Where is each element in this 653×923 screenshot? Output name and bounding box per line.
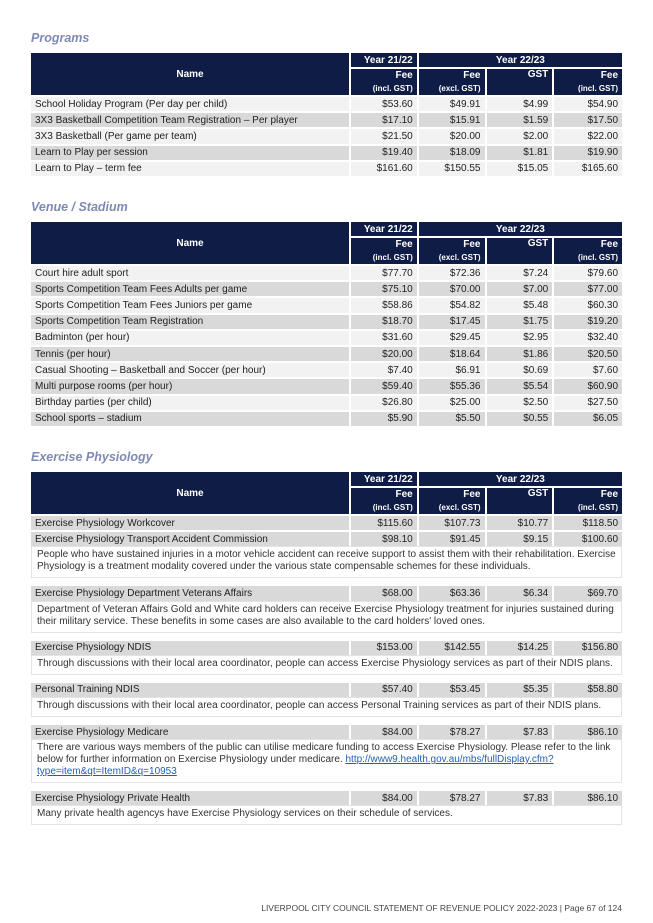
fee-22-23-excl: $78.27 [419,723,487,739]
fee-22-23-incl: $77.00 [554,280,622,296]
table-row [31,410,622,426]
fee-22-23-excl: $18.64 [419,345,487,361]
gst-22-23: $7.83 [487,789,555,805]
programs-table [31,53,622,176]
note-row [31,546,622,578]
fee-21-22-incl: $17.10 [351,111,419,127]
page-footer: LIVERPOOL CITY COUNCIL STATEMENT OF REVENUE POLICY 2022-2023 | Page 67 of 124 [261,903,622,913]
gst-22-23: $0.55 [487,410,555,426]
fee-21-22-incl: $161.60 [351,160,419,176]
header-gst: GST [487,488,555,514]
fee-22-23-incl: $100.60 [554,530,622,546]
fee-21-22-incl: $19.40 [351,144,419,160]
row-name: Birthday parties (per child) [31,394,351,410]
header-fee: Fee [419,488,487,501]
fee-21-22-incl: $84.00 [351,789,419,805]
fee-21-22-incl: $77.70 [351,264,419,280]
row-name: Sports Competition Team Fees Juniors per game [31,296,351,312]
fee-22-23-excl: $49.91 [419,95,487,111]
fee-22-23-incl: $19.20 [554,313,622,329]
header-gst: GST [487,238,555,264]
fee-22-23-incl: $69.70 [554,584,622,600]
table-row [31,127,622,143]
fee-21-22-incl: $98.10 [351,530,419,546]
fee-22-23-incl: $60.30 [554,296,622,312]
fee-22-23-excl: $6.91 [419,361,487,377]
fee-21-22-incl: $153.00 [351,639,419,655]
header-name: Name [31,222,351,264]
table-row [31,584,622,600]
gst-22-23: $1.75 [487,313,555,329]
header-name: Name [31,472,351,514]
row-name: Tennis (per hour) [31,345,351,361]
row-name: Exercise Physiology NDIS [31,639,351,655]
table-row [31,144,622,160]
header-incl-gst: (incl. GST) [351,251,419,264]
note-text [31,739,622,783]
table-header [31,53,622,95]
row-name: School sports – stadium [31,410,351,426]
row-name: 3X3 Basketball Competition Team Registration – Per player [31,111,351,127]
fee-22-23-incl: $86.10 [554,789,622,805]
header-excl-gst: (excl. GST) [419,82,487,95]
table-row [31,681,622,697]
note-row [31,805,622,825]
header-incl-gst: (incl. GST) [351,501,419,514]
gst-22-23: $7.00 [487,280,555,296]
header-excl-gst: (excl. GST) [419,501,487,514]
header-incl-gst: (incl. GST) [554,501,622,514]
table-row [31,639,622,655]
fee-21-22-incl: $7.40 [351,361,419,377]
table-row [31,160,622,176]
fee-21-22-incl: $21.50 [351,127,419,143]
row-name: Personal Training NDIS [31,681,351,697]
row-name: Exercise Physiology Transport Accident Commission [31,530,351,546]
table-row [31,296,622,312]
header-fee: Fee [554,488,622,501]
table-row [31,345,622,361]
gst-22-23: $5.48 [487,296,555,312]
fee-22-23-excl: $142.55 [419,639,487,655]
gst-22-23: $5.54 [487,377,555,393]
header-gst: GST [487,69,555,95]
fee-21-22-incl: $75.10 [351,280,419,296]
header-fee: Fee [351,488,419,501]
header-year-21-22: Year 21/22 [351,222,419,238]
note-body: People who have sustained injuries in a motor vehicle accident can receive support to assist them with their rehabilitation. Exercise Physiology is a treatment modality covered under the various state compensable schemes for these individuals. [37,549,616,573]
fee-22-23-excl: $17.45 [419,313,487,329]
gst-22-23: $7.83 [487,723,555,739]
section-title-exercise: Exercise Physiology [31,450,153,464]
note-text [31,655,622,675]
table-row [31,264,622,280]
fee-22-23-excl: $15.91 [419,111,487,127]
header-fee: Fee [554,69,622,82]
row-name: Learn to Play – term fee [31,160,351,176]
header-year-22-23: Year 22/23 [419,222,622,238]
header-name: Name [31,53,351,95]
note-text [31,805,622,825]
note-row [31,601,622,633]
fee-21-22-incl: $20.00 [351,345,419,361]
section-title-venue: Venue / Stadium [31,200,128,214]
fee-21-22-incl: $59.40 [351,377,419,393]
gst-22-23: $5.35 [487,681,555,697]
fee-21-22-incl: $115.60 [351,514,419,530]
fee-21-22-incl: $68.00 [351,584,419,600]
gst-22-23: $15.05 [487,160,555,176]
fee-22-23-excl: $29.45 [419,329,487,345]
row-name: School Holiday Program (Per day per child) [31,95,351,111]
header-incl-gst: (incl. GST) [554,82,622,95]
fee-22-23-excl: $5.50 [419,410,487,426]
gst-22-23: $1.59 [487,111,555,127]
table-header [31,222,622,264]
table-header [31,472,622,514]
header-fee: Fee [351,69,419,82]
fee-22-23-incl: $54.90 [554,95,622,111]
row-name: Exercise Physiology Medicare [31,723,351,739]
fee-21-22-incl: $26.80 [351,394,419,410]
gst-22-23: $14.25 [487,639,555,655]
table-row [31,111,622,127]
header-year-22-23: Year 22/23 [419,53,622,69]
fee-21-22-incl: $53.60 [351,95,419,111]
table-row [31,514,622,530]
row-name: Multi purpose rooms (per hour) [31,377,351,393]
row-name: Learn to Play per session [31,144,351,160]
header-excl-gst: (excl. GST) [419,251,487,264]
fee-22-23-excl: $55.36 [419,377,487,393]
fee-22-23-excl: $63.36 [419,584,487,600]
section-title-programs: Programs [31,31,90,45]
fee-22-23-incl: $32.40 [554,329,622,345]
fee-22-23-excl: $53.45 [419,681,487,697]
header-incl-gst: (incl. GST) [554,251,622,264]
fee-22-23-excl: $72.36 [419,264,487,280]
gst-22-23: $7.24 [487,264,555,280]
note-row [31,697,622,717]
gst-22-23: $0.69 [487,361,555,377]
fee-22-23-incl: $86.10 [554,723,622,739]
fee-22-23-incl: $19.90 [554,144,622,160]
gst-22-23: $1.86 [487,345,555,361]
row-name: Exercise Physiology Department Veterans Affairs [31,584,351,600]
fee-21-22-incl: $5.90 [351,410,419,426]
fee-22-23-excl: $78.27 [419,789,487,805]
table-row [31,723,622,739]
row-name: Sports Competition Team Registration [31,313,351,329]
note-row [31,739,622,783]
note-body: Through discussions with their local area coordinator, people can access Exercise Physiology services as part of their NDIS plans. [37,657,613,669]
gst-22-23: $9.15 [487,530,555,546]
row-name: Exercise Physiology Workcover [31,514,351,530]
gst-22-23: $2.00 [487,127,555,143]
fee-22-23-incl: $79.60 [554,264,622,280]
row-name: 3X3 Basketball (Per game per team) [31,127,351,143]
gst-22-23: $2.95 [487,329,555,345]
row-name: Sports Competition Team Fees Adults per game [31,280,351,296]
fee-22-23-incl: $156.80 [554,639,622,655]
header-fee: Fee [351,238,419,251]
gst-22-23: $2.50 [487,394,555,410]
note-text [31,697,622,717]
table-row [31,95,622,111]
header-year-22-23: Year 22/23 [419,472,622,488]
header-incl-gst: (incl. GST) [351,82,419,95]
gst-22-23: $10.77 [487,514,555,530]
fee-22-23-incl: $165.60 [554,160,622,176]
fee-22-23-incl: $58.80 [554,681,622,697]
fee-21-22-incl: $31.60 [351,329,419,345]
fee-21-22-incl: $18.70 [351,313,419,329]
note-text [31,546,622,578]
fee-22-23-excl: $25.00 [419,394,487,410]
venue-table [31,222,622,426]
table-row [31,530,622,546]
table-row [31,394,622,410]
fee-21-22-incl: $84.00 [351,723,419,739]
table-row [31,329,622,345]
fee-22-23-excl: $70.00 [419,280,487,296]
fee-22-23-incl: $118.50 [554,514,622,530]
fee-22-23-excl: $91.45 [419,530,487,546]
header-fee: Fee [419,69,487,82]
header-year-21-22: Year 21/22 [351,472,419,488]
exercise-table [31,472,622,825]
gst-22-23: $4.99 [487,95,555,111]
note-row [31,655,622,675]
fee-21-22-incl: $58.86 [351,296,419,312]
note-text [31,601,622,633]
fee-22-23-incl: $27.50 [554,394,622,410]
header-year-21-22: Year 21/22 [351,53,419,69]
fee-22-23-incl: $20.50 [554,345,622,361]
fee-22-23-excl: $150.55 [419,160,487,176]
header-fee: Fee [419,238,487,251]
fee-22-23-incl: $60.90 [554,377,622,393]
row-name: Exercise Physiology Private Health [31,789,351,805]
fee-22-23-excl: $18.09 [419,144,487,160]
row-name: Badminton (per hour) [31,329,351,345]
note-body: Department of Veteran Affairs Gold and White card holders can receive Exercise Physiology treatment for injuries sustained during their military service. These benefits in some cases are also available to the card holders' loved ones. [37,603,614,627]
table-row [31,280,622,296]
table-row [31,789,622,805]
fee-22-23-incl: $22.00 [554,127,622,143]
table-row [31,313,622,329]
table-row [31,361,622,377]
medicare-link[interactable]: http://www9.health.gov.au/mbs/fullDisplay.cfm?type=item&qt=ItemID&q=10953 [37,754,554,778]
gst-22-23: $6.34 [487,584,555,600]
row-name: Casual Shooting – Basketball and Soccer (per hour) [31,361,351,377]
note-body: Through discussions with their local area coordinator, people can access Personal Training services as part of their NDIS plans. [37,699,602,711]
gst-22-23: $1.81 [487,144,555,160]
row-name: Court hire adult sport [31,264,351,280]
fee-21-22-incl: $57.40 [351,681,419,697]
note-body: Many private health agencys have Exercise Physiology services on their schedule of services. [37,808,453,820]
table-row [31,377,622,393]
note-body: There are various ways members of the public can utilise medicare funding to access Exercise Physiology. Please refer to the link below for further information on Exercise Physiology under medicare. [37,742,611,766]
fee-22-23-incl: $6.05 [554,410,622,426]
fee-22-23-excl: $107.73 [419,514,487,530]
fee-22-23-excl: $20.00 [419,127,487,143]
fee-22-23-incl: $17.50 [554,111,622,127]
fee-22-23-incl: $7.60 [554,361,622,377]
fee-22-23-excl: $54.82 [419,296,487,312]
header-fee: Fee [554,238,622,251]
